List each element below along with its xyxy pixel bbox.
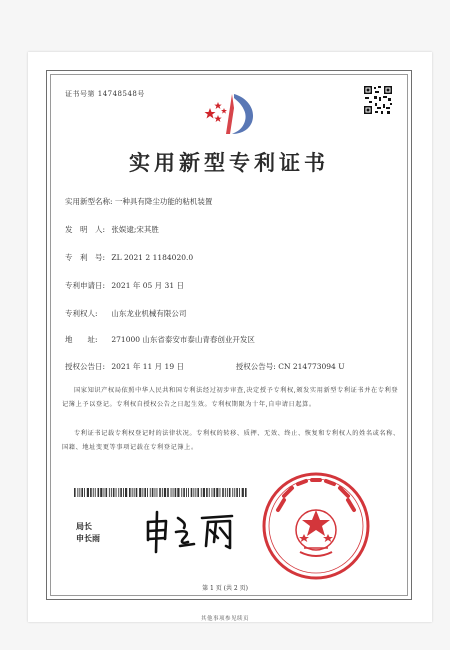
certificate-paragraph-2: 专利证书记载专利权登记时的法律状况。专利权的转移、质押、无效、终止、恢复和专利权人的姓名或名称、国籍、地址变更等事项记载在专利登记簿上。 <box>62 430 400 451</box>
address-value: 271000 山东省泰安市泰山青春创业开发区 <box>111 335 255 344</box>
certificate-paragraph-1: 国家知识产权局依照中华人民共和国专利法经过初步审查,决定授予专利权,颁发实用新型专利证书并在专利登记簿上予以登记。专利权自授权公告之日起生效。专利权期限为十年,自申请日起算。 <box>62 387 399 408</box>
invention-name-value: 一种具有降尘功能的粘机装置 <box>114 197 213 206</box>
signer-role: 局长 <box>76 521 92 531</box>
handwritten-signature <box>140 508 240 554</box>
certificate-number <box>65 89 145 99</box>
invention-name-label: 实用新型名称: <box>65 197 113 206</box>
patent-holder-label: 专利权人: <box>65 309 98 318</box>
patent-number-label: 专 利 号: <box>65 253 106 262</box>
continuation-note: 其他事项参见续页 <box>200 616 249 622</box>
grant-date-label: 授权公告日: <box>65 362 106 371</box>
grant-info-row <box>65 361 345 372</box>
barcode <box>74 488 248 497</box>
grant-date-value: 2021 年 11 月 19 日 <box>111 362 184 371</box>
filing-date-value: 2021 年 05 月 31 日 <box>111 281 184 290</box>
page-number: 第 1 页 (共 2 页) <box>202 585 248 592</box>
inventor-label: 发 明 人: <box>65 225 106 234</box>
certificate-number-suffix: 号 <box>137 90 145 98</box>
address-label: 地 址: <box>65 335 98 344</box>
address-row <box>65 334 255 345</box>
patent-number-value: ZL 2021 2 1184020.0 <box>111 253 194 262</box>
filing-date-label: 专利申请日: <box>65 281 106 290</box>
official-seal <box>254 470 378 582</box>
signer-name: 申长雨 <box>76 533 100 543</box>
patent-number-row <box>65 252 193 263</box>
invention-name-row <box>65 196 212 207</box>
inventor-value: 张娱逮;宋其胜 <box>111 225 159 234</box>
grant-number-label: 授权公告号: <box>235 362 276 371</box>
certificate-title: 实用新型专利证书 <box>129 150 329 175</box>
certificate-number-label: 证书号第 <box>65 90 95 98</box>
certificate-number-value: 14748548 <box>97 90 138 98</box>
qr-code <box>363 85 393 115</box>
patent-holder-value: 山东龙业机械有限公司 <box>111 309 187 318</box>
patent-holder-row <box>65 308 186 319</box>
grant-number-value: CN 214773094 U <box>278 362 345 371</box>
patent-office-logo <box>196 88 266 140</box>
filing-date-row <box>65 280 184 291</box>
inventor-row <box>65 224 159 235</box>
